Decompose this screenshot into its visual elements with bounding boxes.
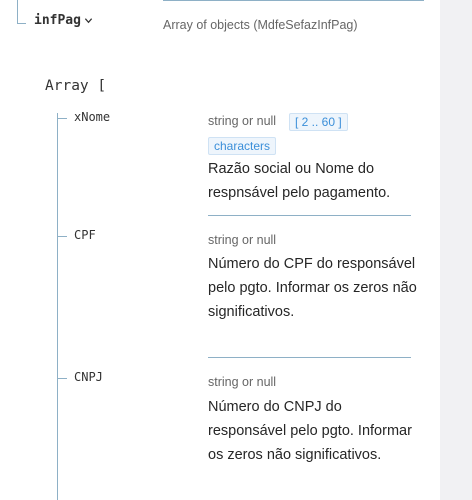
field-divider xyxy=(208,215,411,216)
field-description-cnpj: Número do CNPJ do responsável pelo pgto. Informar os zeros não significativos. xyxy=(208,399,412,463)
length-badge: [ 2 .. 60 ] xyxy=(289,113,348,131)
field-type-cpf: string or null xyxy=(208,233,277,247)
tree-connector-root xyxy=(17,23,26,24)
field-description-xnome: Razão social ou Nome do respnsável pelo pagamento. xyxy=(208,161,391,201)
property-type: Array of objects (MdfeSefazInfPag) xyxy=(163,18,358,32)
field-name-cpf: CPF xyxy=(74,228,96,242)
tree-line-root xyxy=(17,0,18,24)
field-divider xyxy=(208,357,411,358)
property-infpag-toggle[interactable] xyxy=(34,13,93,28)
tree-tick-xnome xyxy=(57,118,67,119)
top-divider xyxy=(163,0,424,1)
property-name[interactable]: infPag xyxy=(34,13,81,28)
chevron-down-icon[interactable] xyxy=(84,16,93,25)
field-name-cnpj: CNPJ xyxy=(74,370,103,384)
right-side-panel xyxy=(440,0,472,500)
field-type-xnome: string or null xyxy=(208,114,277,128)
field-type-cnpj: string or null xyxy=(208,375,277,389)
array-open-bracket: Array [ xyxy=(45,78,107,94)
field-description-cpf: Número do CPF do responsável pelo pgto. Informar os zeros não significativos. xyxy=(208,256,417,320)
field-name-xnome: xNome xyxy=(74,110,111,124)
tree-tick-cnpj xyxy=(57,378,67,379)
length-unit-badge: characters xyxy=(208,137,276,155)
tree-line-nested xyxy=(57,113,58,500)
tree-tick-cpf xyxy=(57,236,67,237)
